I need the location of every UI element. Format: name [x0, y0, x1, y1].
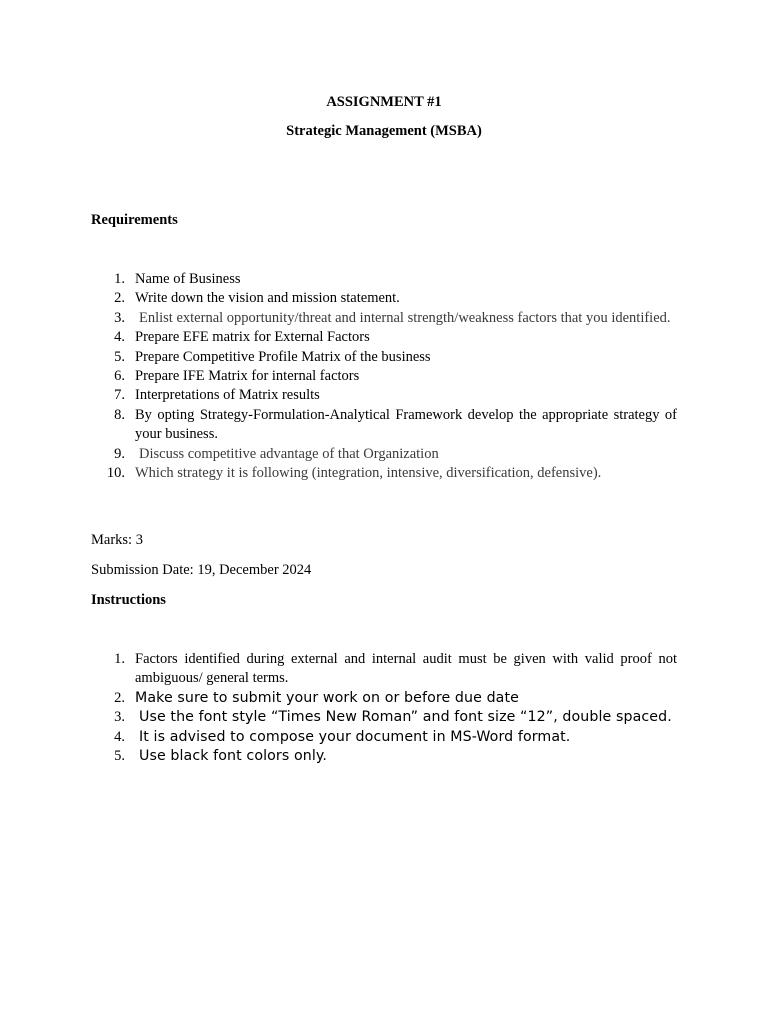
- requirements-heading: Requirements: [91, 212, 178, 228]
- submission-date-text: Submission Date: 19, December 2024: [91, 562, 312, 578]
- list-item-number: 9.: [114, 445, 125, 462]
- requirements-list: [91, 270, 677, 483]
- list-item-text: Use the font style “Times New Roman” and font size “12”, double spaced.: [139, 709, 672, 726]
- list-item: [91, 386, 677, 405]
- list-item-text: Prepare Competitive Profile Matrix of the business: [135, 348, 431, 365]
- list-item-text: Name of Business: [135, 271, 241, 287]
- instructions-list: [91, 650, 677, 767]
- list-item-text: Make sure to submit your work on or before due date: [135, 689, 519, 706]
- list-item: [91, 348, 677, 367]
- list-item-text: Discuss competitive advantage of that Organization: [139, 445, 439, 462]
- list-item-text: Prepare EFE matrix for External Factors: [135, 329, 370, 346]
- list-item: [91, 464, 677, 483]
- list-item-number: 5.: [114, 748, 125, 765]
- list-item: [91, 445, 677, 464]
- list-item-text: Factors identified during external and internal audit must be given with valid proof not ambiguous/ general terms.: [135, 651, 677, 687]
- list-item-number: 8.: [114, 406, 125, 423]
- list-item: [91, 328, 677, 347]
- marks-text: Marks: 3: [91, 532, 143, 548]
- list-item-number: 3.: [114, 309, 125, 326]
- list-item: [91, 367, 677, 386]
- list-item: [91, 650, 677, 689]
- list-item-text: It is advised to compose your document in MS-Word format.: [139, 728, 571, 745]
- list-item: [91, 708, 677, 728]
- list-item-number: 1.: [114, 271, 125, 287]
- list-item: [91, 289, 677, 308]
- list-item: [91, 406, 677, 445]
- list-item-number: 6.: [114, 368, 125, 385]
- list-item-number: 1.: [114, 651, 125, 667]
- list-item: [91, 309, 677, 328]
- list-item-number: 4.: [114, 329, 125, 346]
- list-item-text: Write down the vision and mission statement.: [135, 290, 400, 307]
- list-item-text: Interpretations of Matrix results: [135, 387, 320, 404]
- list-item-text: Which strategy it is following (integration, intensive, diversification, defensive).: [135, 465, 602, 482]
- list-item-text: Prepare IFE Matrix for internal factors: [135, 368, 360, 385]
- list-item-number: 4.: [114, 728, 125, 745]
- list-item: [91, 728, 677, 748]
- list-item-number: 7.: [114, 387, 125, 404]
- document-title: ASSIGNMENT #1: [326, 94, 442, 110]
- list-item: [91, 270, 677, 289]
- list-item-number: 10.: [106, 465, 125, 482]
- list-item-number: 2.: [114, 290, 125, 307]
- document-subtitle: Strategic Management (MSBA): [286, 123, 482, 139]
- list-item: [91, 747, 677, 767]
- list-item-text: By opting Strategy-Formulation-Analytical Framework develop the appropriate strategy of your business.: [135, 406, 677, 443]
- list-item-number: 3.: [114, 709, 125, 726]
- list-item-number: 2.: [114, 689, 125, 706]
- list-item-number: 5.: [114, 348, 125, 365]
- list-item-text: Use black font colors only.: [139, 748, 327, 765]
- list-item-text: Enlist external opportunity/threat and internal strength/weakness factors that you identified.: [139, 309, 671, 326]
- instructions-heading: Instructions: [91, 592, 166, 608]
- list-item: [91, 689, 677, 709]
